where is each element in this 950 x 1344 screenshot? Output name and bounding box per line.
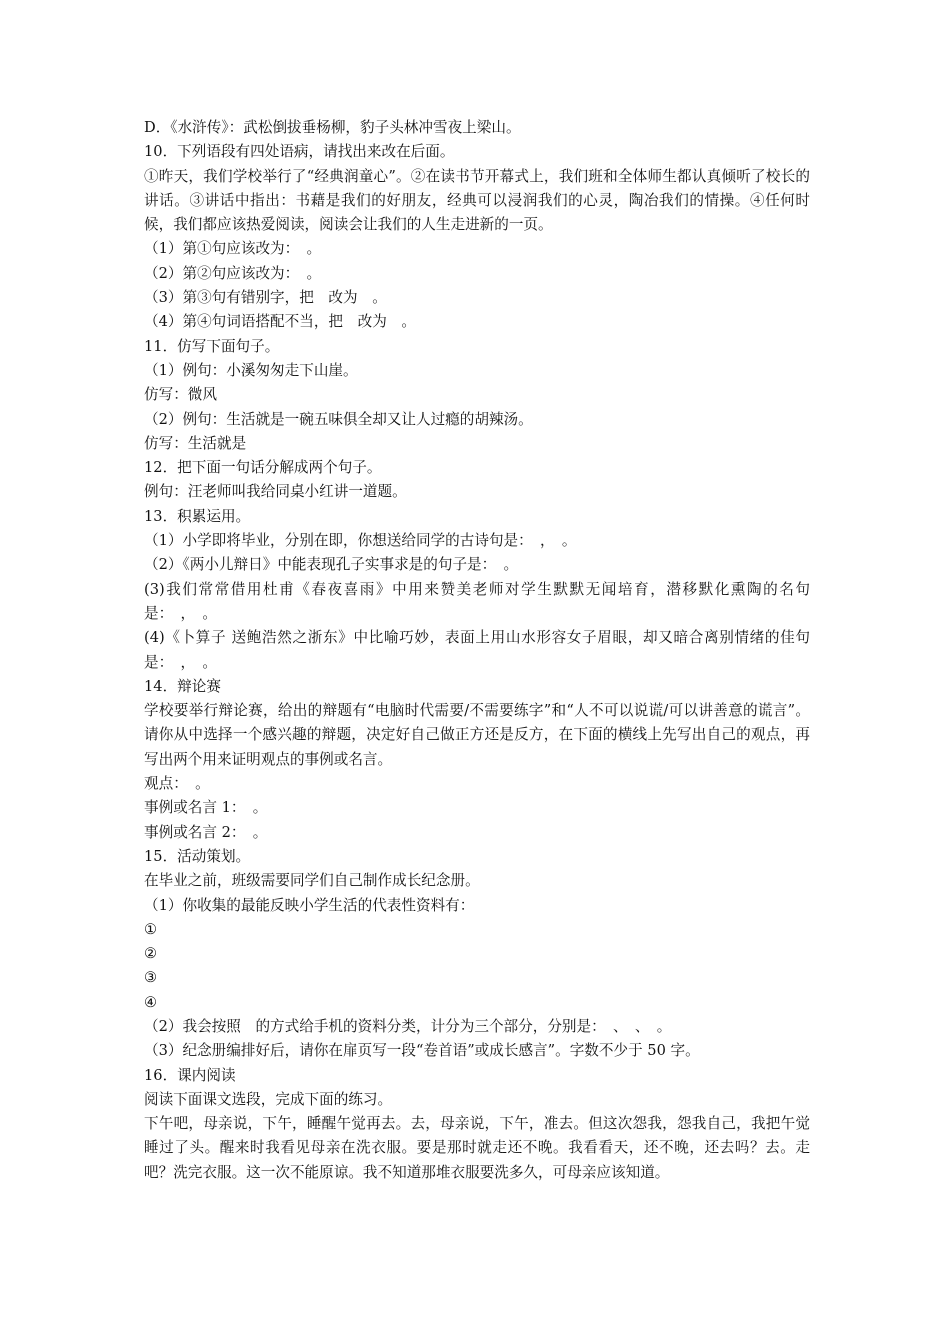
- question-15-blank-3: ③: [144, 969, 158, 987]
- question-15-blank-4: ④: [144, 993, 158, 1011]
- question-14-example-2: 事例或名言 2： 。: [144, 823, 268, 841]
- question-10-passage: ①昨天，我们学校举行了“经典润童心”。②在读书节开幕式上，我们班和全体师生都认真倾听了校长的讲话。③讲话中指出：书藉是我们的好朋友，经典可以浸润我们的心灵，陶冶我们的情操。④任何时候，我们都应该热爱阅读，阅读会让我们的人生走进新的一页。: [144, 167, 810, 234]
- question-14-example-1: 事例或名言 1： 。: [144, 799, 268, 817]
- question-16-instructions: 阅读下面课文选段，完成下面的练习。: [144, 1090, 393, 1108]
- question-16-passage: 下午吧，母亲说，下午，睡醒午觉再去。去，母亲说，下午，准去。但这次怨我，怨我自己，我把午觉睡过了头。醒来时我看见母亲在洗衣服。要是那时就走还不晚。我看看天，还不晚，还去吗？去。走吧？洗完衣服。这一次不能原谅。我不知道那堆衣服要洗多久，可母亲应该知道。: [144, 1115, 810, 1181]
- document-body: [144, 116, 810, 1185]
- question-15-intro: 在毕业之前，班级需要同学们自己制作成长纪念册。: [144, 872, 480, 890]
- question-15-item-3: （3）纪念册编排好后，请你在扉页写一段“卷首语”或成长感言”。字数不少于 50 字。: [144, 1042, 700, 1060]
- question-10-item-4: （4）第④句词语搭配不当，把 改为 。: [144, 313, 416, 331]
- question-13-item-4: (4)《卜算子 送鲍浩然之浙东》中比喻巧妙，表面上用山水形容女子眉眼，却又暗合离别情绪的佳句是： ， 。: [144, 629, 810, 671]
- question-13-title: 13．积累运用。: [144, 507, 251, 525]
- question-14-viewpoint: 观点： 。: [144, 775, 210, 793]
- question-15-item-2: （2）我会按照 的方式给手机的资料分类，计分为三个部分，分别是： 、 、 。: [144, 1017, 672, 1035]
- question-10-item-3: （3）第③句有错别字，把 改为 。: [144, 289, 387, 307]
- question-14-title: 14．辩论赛: [144, 677, 221, 695]
- question-11-imitate-1: 仿写：微风: [144, 386, 217, 404]
- question-11-example-1: （1）例句：小溪匆匆走下山崖。: [144, 361, 358, 379]
- question-15-item-1: （1）你收集的最能反映小学生活的代表性资料有：: [144, 896, 475, 914]
- question-11-title: 11．仿写下面句子。: [144, 337, 280, 355]
- question-13-item-2: （2）《两小儿辩日》中能表现孔子实事求是的句子是： 。: [144, 556, 519, 574]
- question-15-blank-2: ②: [144, 945, 158, 963]
- question-10-item-2: （2）第②句应该改为： 。: [144, 264, 322, 282]
- question-12-title: 12．把下面一句话分解成两个句子。: [144, 459, 382, 477]
- question-13-item-1: （1）小学即将毕业，分别在即，你想送给同学的古诗句是： ， 。: [144, 532, 577, 550]
- question-13-item-3: (3)我们常常借用杜甫《春夜喜雨》中用来赞美老师对学生默默无闻培育，潜移默化熏陶的名句是： ， 。: [144, 580, 810, 622]
- question-10-item-1: （1）第①句应该改为： 。: [144, 240, 322, 258]
- question-16-title: 16．课内阅读: [144, 1066, 236, 1084]
- question-15-title: 15．活动策划。: [144, 847, 251, 865]
- question-14-instructions: 学校要举行辩论赛，给出的辩题有“电脑时代需要/不需要练字”和“人不可以说谎/可以讲善意的谎言”。请你从中选择一个感兴趣的辩题，决定好自己做正方还是反方，在下面的横线上先写出自己的观点，再写出两个用来证明观点的事例或名言。: [144, 702, 810, 768]
- question-11-imitate-2: 仿写：生活就是: [144, 434, 247, 452]
- question-12-example: 例句：汪老师叫我给同桌小红讲一道题。: [144, 483, 407, 501]
- question-15-blank-1: ①: [144, 920, 158, 938]
- question-11-example-2: （2）例句：生活就是一碗五味俱全却又让人过瘾的胡辣汤。: [144, 410, 533, 428]
- option-d: D．《水浒传》：武松倒拔垂杨柳，豹子头林冲雪夜上梁山。: [144, 119, 521, 136]
- question-10-title: 10．下列语段有四处语病，请找出来改在后面。: [144, 143, 455, 161]
